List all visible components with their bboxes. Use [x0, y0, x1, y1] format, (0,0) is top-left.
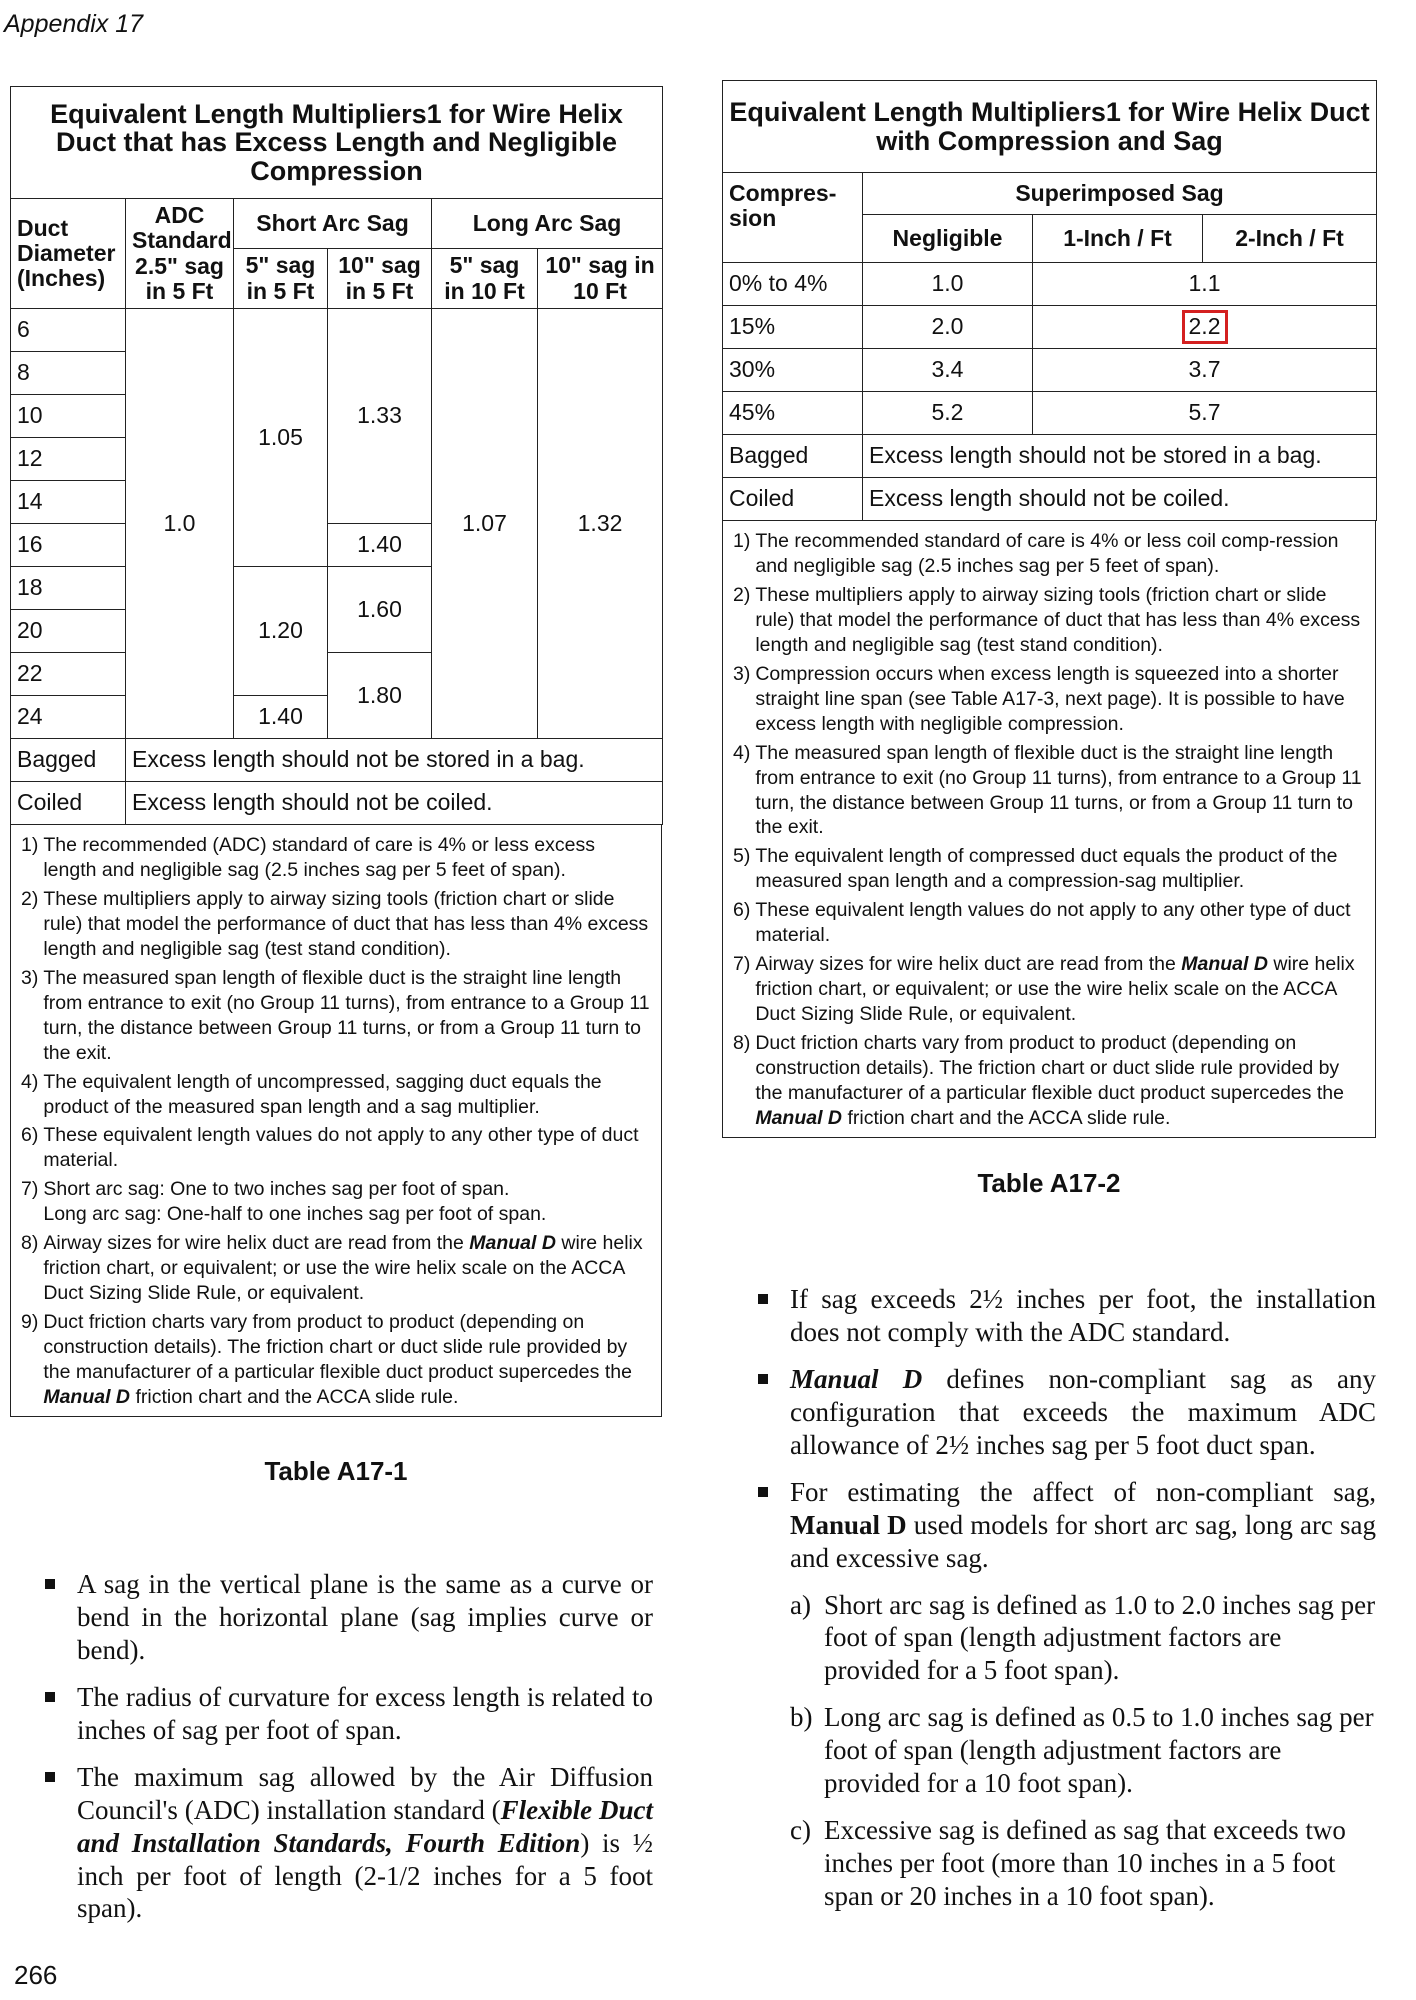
col-compression: Compres-sion — [723, 173, 863, 263]
bullet-square-icon — [758, 1294, 768, 1304]
sag-value: 5.7 — [1033, 392, 1377, 435]
col-1inch-ft: 1-Inch / Ft — [1033, 215, 1203, 263]
short10-value: 1.80 — [328, 653, 432, 739]
table-a17-1-grid — [10, 86, 663, 825]
bullet-square-icon — [45, 1579, 55, 1589]
note-item: 8) Duct friction charts vary from product to product (depending on construction details). The friction chart or duct slide rule provided by the manufacturer of a particular flexible duct product supercedes the Manual D friction chart and the ACCA slide rule. — [733, 1032, 1344, 1129]
diameter-cell: 20 — [11, 610, 126, 653]
note-item: 9) Duct friction charts vary from product to product (depending on construction details). The friction chart or duct slide rule provided by the manufacturer of a particular flexible duct product supercedes the Manual D friction chart and the ACCA slide rule. — [21, 1311, 632, 1409]
diameter-cell: 6 — [11, 309, 126, 352]
note-item: 2) These multipliers apply to airway sizing tools (friction chart or slide rule) that model the performance of duct that has less than 4% excess length and negligible sag (test stand condition). — [733, 583, 1361, 656]
col-negligible: Negligible — [863, 215, 1033, 263]
col-adc-standard: ADC Standard 2.5" sag in 5 Ft — [126, 199, 234, 309]
right-bullet-list — [758, 1283, 1376, 1927]
note-item: 8) Airway sizes for wire helix duct are read from the Manual D wire helix friction chart, or equivalent; or use the wire helix scale on the ACCA Duct Sizing Slide Rule, or equivalent. — [21, 1232, 643, 1305]
col-2inch-ft: 2-Inch / Ft — [1203, 215, 1377, 263]
diameter-cell: 12 — [11, 438, 126, 481]
diameter-cell: 22 — [11, 653, 126, 696]
note-item: 2) These multipliers apply to airway sizing tools (friction chart or slide rule) that model the performance of duct that has less than 4% excess length and negligible sag (test stand condition). — [21, 887, 649, 960]
short5-value: 1.20 — [234, 567, 328, 696]
short10-value: 1.33 — [328, 309, 432, 524]
short5-value: 1.40 — [234, 696, 328, 739]
col-duct-diameter: Duct Diameter (Inches) — [11, 199, 126, 309]
compression-cell: 45% — [723, 392, 863, 435]
col-short-10in: 10" sag in 5 Ft — [328, 249, 432, 309]
table-a17-2-notes — [722, 521, 1376, 1138]
note-item: 4) The measured span length of flexible duct is the straight line length from entrance to exit (no Group 11 turns), from entrance to a Group 11 turn, the distance between Group 11 turns, or from a Group 11 turn to the exit. — [733, 741, 1362, 839]
bullet-square-icon — [758, 1374, 768, 1384]
diameter-cell: 10 — [11, 395, 126, 438]
sub-list-item: c) Excessive sag is defined as sag that exceeds two inches per foot (more than 10 inches in a 5 foot span or 20 inches in a 10 foot span). — [790, 1815, 1346, 1911]
short10-value: 1.60 — [328, 567, 432, 653]
list-item: If sag exceeds 2½ inches per foot, the installation does not comply with the ADC standard. — [758, 1283, 1376, 1349]
sag-value: 1.1 — [1033, 263, 1377, 306]
short10-value: 1.40 — [328, 524, 432, 567]
col-long-10in: 10" sag in 10 Ft — [538, 249, 663, 309]
note-item: 7) Short arc sag: One to two inches sag per foot of span. Long arc sag: One-half to one inches sag per foot of span. — [21, 1178, 547, 1226]
col-long-arc-sag: Long Arc Sag — [432, 199, 663, 249]
note-item: 6) These equivalent length values do not apply to any other type of duct material. — [21, 1124, 639, 1172]
negligible-value: 5.2 — [863, 392, 1033, 435]
negligible-value: 2.0 — [863, 306, 1033, 349]
sag-value: 3.7 — [1033, 349, 1377, 392]
sub-list-item: b) Long arc sag is defined as 0.5 to 1.0 inches sag per foot of span (length adjustment factors are provided for a 10 foot span). — [790, 1702, 1374, 1799]
table-a17-1-caption: Table A17-1 — [264, 1456, 408, 1486]
bullet-square-icon — [45, 1692, 55, 1702]
table-a17-2-grid — [722, 80, 1377, 521]
diameter-cell: 24 — [11, 696, 126, 739]
col-superimposed-sag: Superimposed Sag — [863, 173, 1377, 215]
compression-cell: 15% — [723, 306, 863, 349]
short5-value: 1.05 — [234, 309, 328, 567]
bagged-label: Bagged — [723, 435, 863, 478]
table-a17-2 — [722, 80, 1376, 1138]
compression-cell: 0% to 4% — [723, 263, 863, 306]
bagged-text: Excess length should not be stored in a bag. — [863, 435, 1377, 478]
coiled-label: Coiled — [723, 478, 863, 521]
list-item: The maximum sag allowed by the Air Diffusion Council's (ADC) installation standard (Flexible Duct and Installation Standards, Fourth Edition) is ½ inch per foot of length (2-1/2 inches for a 5 foot span). — [45, 1761, 653, 1926]
coiled-label: Coiled — [11, 782, 126, 825]
page-header: Appendix 17 — [4, 10, 144, 38]
bagged-text: Excess length should not be stored in a bag. — [126, 739, 663, 782]
long5-value: 1.07 — [432, 309, 538, 739]
sag-value-cell — [1033, 306, 1377, 349]
negligible-value: 1.0 — [863, 263, 1033, 306]
long10-value: 1.32 — [538, 309, 663, 739]
diameter-cell: 8 — [11, 352, 126, 395]
note-item: 1) The recommended (ADC) standard of care is 4% or less excess length and negligible sag (2.5 inches sag per 5 feet of span). — [21, 834, 595, 881]
diameter-cell: 14 — [11, 481, 126, 524]
col-short-5in: 5" sag in 5 Ft — [234, 249, 328, 309]
note-item: 6) These equivalent length values do not apply to any other type of duct material. — [733, 899, 1351, 947]
coiled-text: Excess length should not be coiled. — [863, 478, 1377, 521]
note-item: 1) The recommended standard of care is 4% or less coil comp-ression and negligible sag (2.5 inches sag per 5 feet of span). — [733, 530, 1339, 577]
list-item: For estimating the affect of non-compliant sag, Manual D used models for short arc sag, long arc sag and excessive sag. — [758, 1476, 1376, 1575]
negligible-value: 3.4 — [863, 349, 1033, 392]
note-item: 7) Airway sizes for wire helix duct are read from the Manual D wire helix friction chart, or equivalent; or use the wire helix scale on the ACCA Duct Sizing Slide Rule, or equivalent. — [733, 953, 1355, 1026]
note-item: 4) The equivalent length of uncompressed, sagging duct equals the product of the measured span length and a sag multiplier. — [21, 1070, 602, 1118]
diameter-cell: 18 — [11, 567, 126, 610]
table-a17-1 — [10, 86, 662, 1417]
col-short-arc-sag: Short Arc Sag — [234, 199, 432, 249]
list-item: Manual D defines non-compliant sag as any configuration that exceeds the maximum ADC allowance of 2½ inches sag per 5 foot duct span. — [758, 1363, 1376, 1462]
table-a17-1-title: Equivalent Length Multipliers1 for Wire Helix Duct that has Excess Length and Negligible Compression — [11, 87, 663, 199]
list-item: The radius of curvature for excess length is related to inches of sag per foot of span. — [45, 1681, 653, 1747]
bullet-square-icon — [45, 1772, 55, 1782]
adc-value: 1.0 — [126, 309, 234, 739]
compression-cell: 30% — [723, 349, 863, 392]
diameter-cell: 16 — [11, 524, 126, 567]
table-a17-2-caption: Table A17-2 — [977, 1168, 1121, 1198]
note-item: 5) The equivalent length of compressed duct equals the product of the measured span length and a compression-sag multiplier. — [733, 845, 1338, 893]
coiled-text: Excess length should not be coiled. — [126, 782, 663, 825]
sag-value-highlighted: 2.2 — [1183, 311, 1227, 342]
list-item: A sag in the vertical plane is the same as a curve or bend in the horizontal plane (sag implies curve or bend). — [45, 1568, 653, 1667]
bagged-label: Bagged — [11, 739, 126, 782]
col-long-5in: 5" sag in 10 Ft — [432, 249, 538, 309]
table-a17-1-notes — [10, 825, 662, 1417]
bullet-square-icon — [758, 1487, 768, 1497]
page-number: 266 — [14, 1960, 58, 1990]
note-item: 3) The measured span length of flexible duct is the straight line length from entrance to exit (no Group 11 turns), from entrance to a Group 11 turn, the distance between Group 11 turns, or from a Group 11 turn to the exit. — [21, 966, 650, 1064]
left-bullet-list — [45, 1568, 653, 1939]
table-a17-2-title: Equivalent Length Multipliers1 for Wire Helix Duct with Compression and Sag — [723, 81, 1377, 173]
sub-list-item: a) Short arc sag is defined as 1.0 to 2.0 inches sag per foot of span (length adjustment factors are provided for a 5 foot span). — [790, 1589, 1376, 1686]
note-item: 3) Compression occurs when excess length is squeezed into a shorter straight line span (see Table A17-3, next page). It is possible to have excess length with negligible compression. — [733, 662, 1345, 735]
